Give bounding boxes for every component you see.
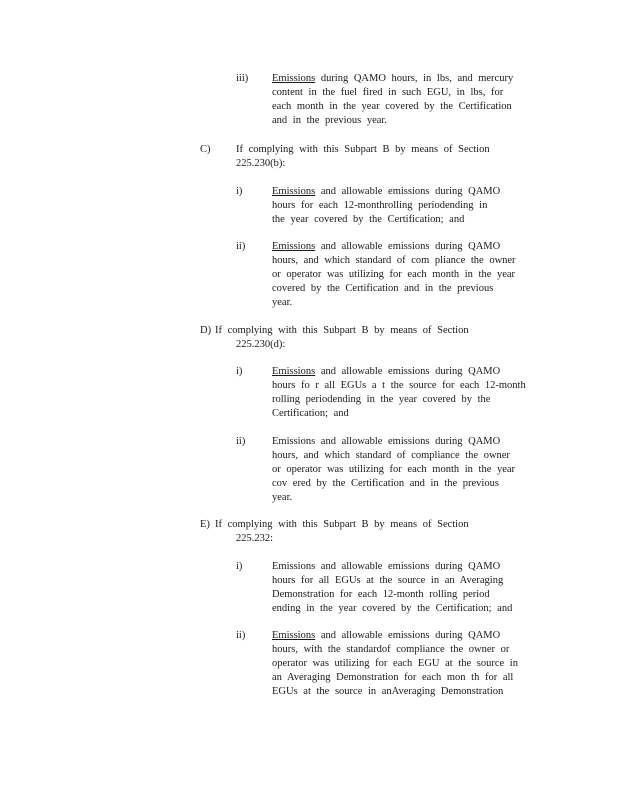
section-marker-d: D) xyxy=(200,325,212,336)
text-line: covered by the Certification and in the previous xyxy=(272,283,494,294)
item-text-e-ii xyxy=(272,629,518,699)
item-text-d-i xyxy=(272,365,526,421)
text-line: and in the previous year. xyxy=(272,115,387,126)
text-line: Emissions and allowable emissions during QAMO xyxy=(272,241,501,252)
text-line: Certification; and xyxy=(272,408,349,419)
text-line: hours, and which standard of com pliance the owner xyxy=(272,255,516,266)
text-line: cov ered by the Certification and in the previous xyxy=(272,478,499,489)
underlined-term: Emissions xyxy=(272,366,316,377)
text-line: Emissions and allowable emissions during QAMO xyxy=(272,630,501,641)
text-line: If complying with this Subpart B by means of Section xyxy=(215,325,469,336)
item-text-d-ii xyxy=(272,435,515,505)
underlined-term: Emissions xyxy=(272,241,316,252)
section-heading-e xyxy=(215,518,469,546)
text-line: 225.232: xyxy=(236,533,274,544)
text-line: an Averaging Demonstration for each mon th for all xyxy=(272,672,514,683)
text-line: If complying with this Subpart B by means of Section xyxy=(236,144,490,155)
underlined-term: Emissions xyxy=(272,73,316,84)
text-line: 225.230(d): xyxy=(236,339,286,350)
text-line: Demonstration for each 12-month rolling period xyxy=(272,589,490,600)
text-line: hours, with the standardof compliance the owner or xyxy=(272,644,510,655)
item-marker-c-ii: ii) xyxy=(236,241,246,252)
text-line: hours for each 12-monthrolling periodending in xyxy=(272,200,488,211)
text-line: content in the fuel fired in such EGU, in lbs, for xyxy=(272,87,504,98)
section-heading-d xyxy=(215,324,469,352)
text-line: Emissions and allowable emissions during QAMO xyxy=(272,436,501,447)
text-line: hours fo r all EGUs a t the source for each 12-month xyxy=(272,380,526,391)
item-text-e-i xyxy=(272,560,512,616)
text-line: operator was utilizing for each EGU at the source in xyxy=(272,658,518,669)
item-marker-e-i: i) xyxy=(236,561,243,572)
text-line: Emissions and allowable emissions during QAMO xyxy=(272,561,501,572)
text-line: rolling periodending in the year covered by the xyxy=(272,394,491,405)
section-heading-c xyxy=(236,143,490,171)
text-line: year. xyxy=(272,492,293,503)
section-marker-c: C) xyxy=(200,144,211,155)
item-text-c-i xyxy=(272,185,500,227)
text-line: hours, and which standard of compliance the owner xyxy=(272,450,510,461)
item-marker-d-ii: ii) xyxy=(236,436,246,447)
item-text-iii xyxy=(272,72,513,128)
text-line: If complying with this Subpart B by means of Section xyxy=(215,519,469,530)
text-line: or operator was utilizing for each month in the year xyxy=(272,269,516,280)
text-line: EGUs at the source in anAveraging Demonstration xyxy=(272,686,504,697)
text-line: 225.230(b): xyxy=(236,158,286,169)
item-marker-iii: iii) xyxy=(236,73,249,84)
text-line: Emissions and allowable emissions during QAMO xyxy=(272,186,501,197)
text-line: ending in the year covered by the Certification; and xyxy=(272,603,513,614)
item-text-c-ii xyxy=(272,240,516,310)
text-line: the year covered by the Certification; and xyxy=(272,214,465,225)
text-line: hours for all EGUs at the source in an Averaging xyxy=(272,575,504,586)
item-marker-c-i: i) xyxy=(236,186,243,197)
text-line: Emissions during QAMO hours, in lbs, and mercury xyxy=(272,73,514,84)
item-marker-e-ii: ii) xyxy=(236,630,246,641)
underlined-term: Emissions xyxy=(272,186,316,197)
text-line: each month in the year covered by the Certification xyxy=(272,101,512,112)
text-line: or operator was utilizing for each month in the year xyxy=(272,464,516,475)
section-marker-e: E) xyxy=(200,519,210,530)
text-line: year. xyxy=(272,297,293,308)
text-line: Emissions and allowable emissions during QAMO xyxy=(272,366,501,377)
underlined-term: Emissions xyxy=(272,630,316,641)
item-marker-d-i: i) xyxy=(236,366,243,377)
